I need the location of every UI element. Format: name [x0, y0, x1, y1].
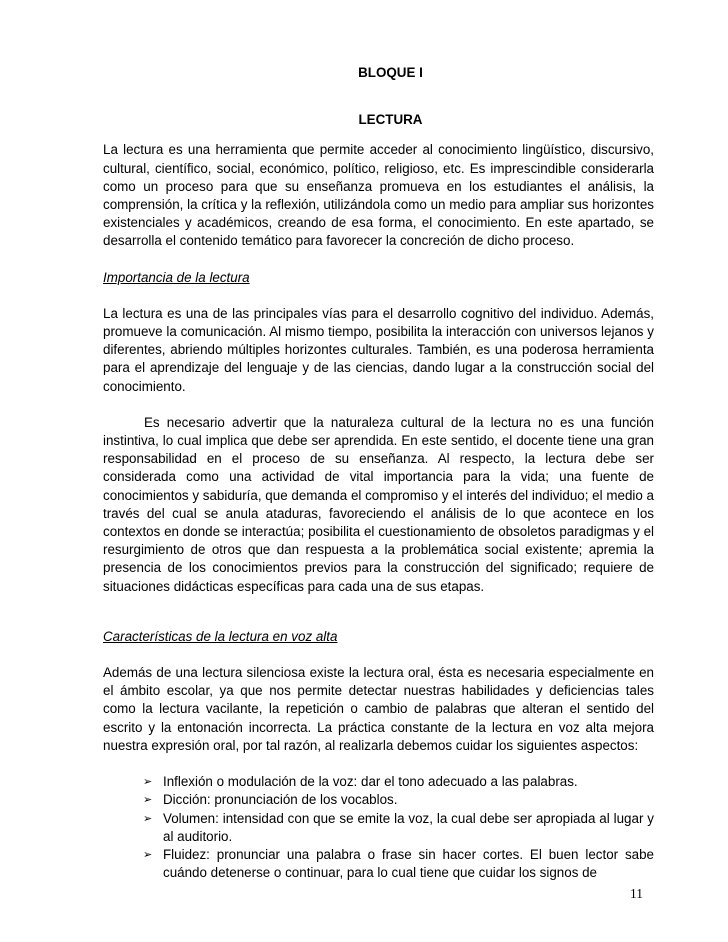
list-item-text: Volumen: intensidad con que se emite la voz, la cual debe ser apropiada al lugar y al auditorio. [163, 810, 654, 844]
section-title-caracteristicas: Características de la lectura en voz alta [103, 628, 338, 644]
importancia-paragraph-1: La lectura es una de las principales vías para el desarrollo cognitivo del individuo. Además, promueve la comunicación. Al mismo tiempo, posibilita la interacción con universos lejanos y diferentes, abriendo múltiples horizontes culturales. También, es una poderosa herramienta para el aprendizaje del lenguaje y de las ciencias, dando lugar a la construcción social del conocimiento. [103, 305, 654, 394]
arrow-bullet-icon: ➢ [143, 794, 153, 807]
list-item [143, 791, 654, 809]
caracteristicas-paragraph: Además de una lectura silenciosa existe la lectura oral, ésta es necesaria especialmente en el ámbito escolar, ya que nos permite detectar nuestras habilidades y deficiencias tales como la lectura vacilante, la repetición o cambio de palabras que alteran el sentido del escrito y la entonación incorrecta. La práctica constante de la lectura en voz alta mejora nuestra expresión oral, por tal razón, al realizarla debemos cuidar los siguientes aspectos: [103, 665, 654, 753]
list-item [143, 846, 654, 882]
block-heading: BLOQUE I [358, 65, 423, 80]
intro-paragraph: La lectura es una herramienta que permite acceder al conocimiento lingüístico, discursivo, cultural, científico, social, económico, político, religioso, etc. Es imprescindible considerarla como un proceso para que su enseñanza promueva en los estudiantes el análisis, la comprensión, la crítica y la reflexión, utilizándola como un medio para ampliar sus horizontes existenciales y académicos, creando de esa forma, el conocimiento. En este apartado, se desarrolla el contenido temático para favorecer la concreción de dicho proceso. [103, 142, 654, 249]
arrow-bullet-icon: ➢ [143, 812, 153, 825]
importancia-paragraph-2: Es necesario advertir que la naturaleza cultural de la lectura no es una función instintiva, lo cual implica que debe ser aprendida. En este sentido, el docente tiene una gran responsabilidad en el proceso de su enseñanza. Al respecto, la lectura debe ser considerada como una actividad de vital importancia para la vida; una fuente de conocimientos y sabiduría, que demanda el compromiso y el interés del individuo; el medio a través del cual se anula ataduras, favoreciendo el análisis de lo que acontece en los contextos en donde se interactúa; posibilita el cuestionamiento de obsoletos paradigmas y el resurgimiento de otros que dan respuesta a la problemática social existente; apremia la presencia de los conocimientos previos para la construcción del significado; requiere de situaciones didácticas específicas para cada una de sus etapas. [103, 414, 654, 594]
arrow-bullet-icon: ➢ [143, 776, 153, 789]
list-item-text: Fluidez: pronunciar una palabra o frase sin hacer cortes. El buen lector sabe cuándo detenerse o continuar, para lo cual tiene que cuidar los signos de [163, 846, 654, 881]
list-item [143, 810, 654, 846]
aspects-list [103, 773, 654, 882]
document-page [103, 64, 654, 882]
section-title-importancia: Importancia de la lectura [103, 269, 250, 285]
list-item-text: Dicción: pronunciación de los vocablos. [163, 792, 398, 808]
list-item [143, 773, 654, 791]
arrow-bullet-icon: ➢ [143, 848, 153, 861]
page-number: 11 [630, 886, 643, 901]
page-title: LECTURA [358, 112, 423, 128]
list-item-text: Inflexión o modulación de la voz: dar el tono adecuado a las palabras. [163, 774, 578, 790]
